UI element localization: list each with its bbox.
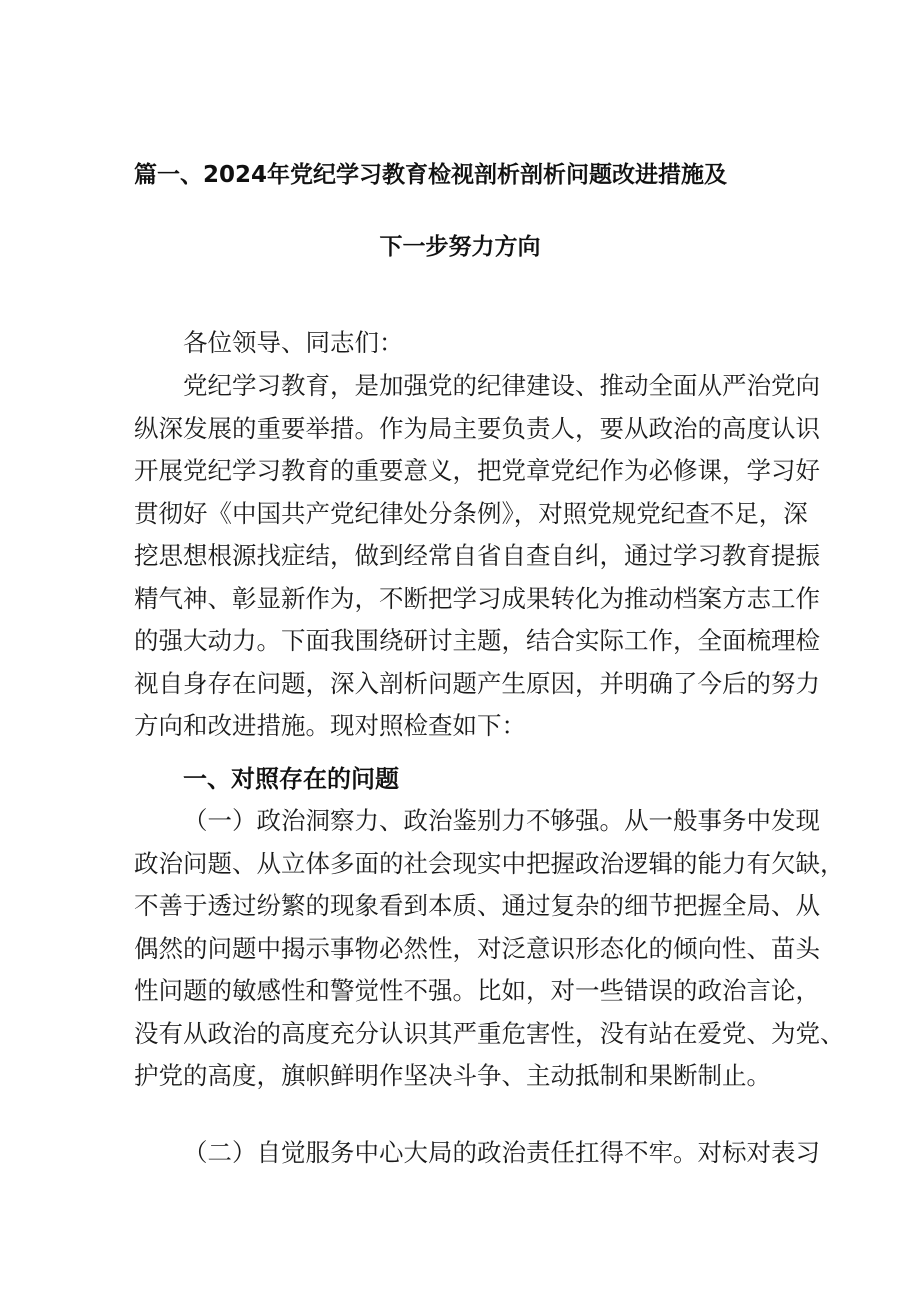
intro-line: 贯彻好《中国共产党纪律处分条例》，对照党规党纪查不足，深 bbox=[134, 498, 808, 528]
document-title-line-2: 下一步努力方向 bbox=[379, 234, 541, 260]
intro-line: 纵深发展的重要举措。作为局主要负责人，要从政治的高度认识 bbox=[134, 413, 820, 443]
section-heading: 一、对照存在的问题 bbox=[183, 765, 399, 793]
item-1-line: 护党的高度，旗帜鲜明作坚决斗争、主动抵制和果断制止。 bbox=[134, 1061, 771, 1090]
item-1-line: 偶然的问题中揭示事物必然性，对泛意识形态化的倾向性、苗头 bbox=[134, 933, 820, 963]
item-2-line: （二）自觉服务中心大局的政治责任扛得不牢。对标对表习 bbox=[183, 1138, 820, 1167]
item-1-paragraph bbox=[134, 800, 845, 1098]
intro-line: 视自身存在问题，深入剖析问题产生原因，并明确了今后的努力 bbox=[134, 668, 820, 698]
intro-line: 的强大动力。下面我围绕研讨主题，结合实际工作，全面梳理检 bbox=[134, 626, 820, 655]
item-1-line: 性问题的敏感性和警觉性不强。比如，对一些错误的政治言论， bbox=[134, 976, 820, 1005]
intro-line: 开展党纪学习教育的重要意义，把党章党纪作为必修课，学习好 bbox=[134, 456, 820, 485]
document-title-line-1: 篇一、2024年党纪学习教育检视剖析剖析问题改进措施及 bbox=[134, 162, 728, 188]
item-1-line: 没有从政治的高度充分认识其严重危害性，没有站在爱党、为党、 bbox=[134, 1018, 845, 1048]
item-1-line: 政治问题、从立体多面的社会现实中把握政治逻辑的能力有欠缺， bbox=[134, 848, 845, 878]
item-1-line: （一）政治洞察力、政治鉴别力不够强。从一般事务中发现 bbox=[183, 806, 820, 835]
item-1-line: 不善于透过纷繁的现象看到本质、通过复杂的细节把握全局、从 bbox=[134, 891, 820, 920]
intro-line: 党纪学习教育，是加强党的纪律建设、推动全面从严治党向 bbox=[183, 371, 820, 400]
intro-line: 精气神、彰显新作为，不断把学习成果转化为推动档案方志工作 bbox=[134, 583, 820, 613]
greeting-paragraph bbox=[134, 322, 792, 365]
greeting-text: 各位领导、同志们： bbox=[183, 328, 404, 357]
intro-line: 挖思想根源找症结，做到经常自省自查自纠，通过学习教育提振 bbox=[134, 541, 820, 570]
intro-line: 方向和改进措施。现对照检查如下： bbox=[134, 711, 526, 740]
item-2-paragraph bbox=[134, 1132, 820, 1175]
intro-paragraph bbox=[134, 365, 820, 748]
